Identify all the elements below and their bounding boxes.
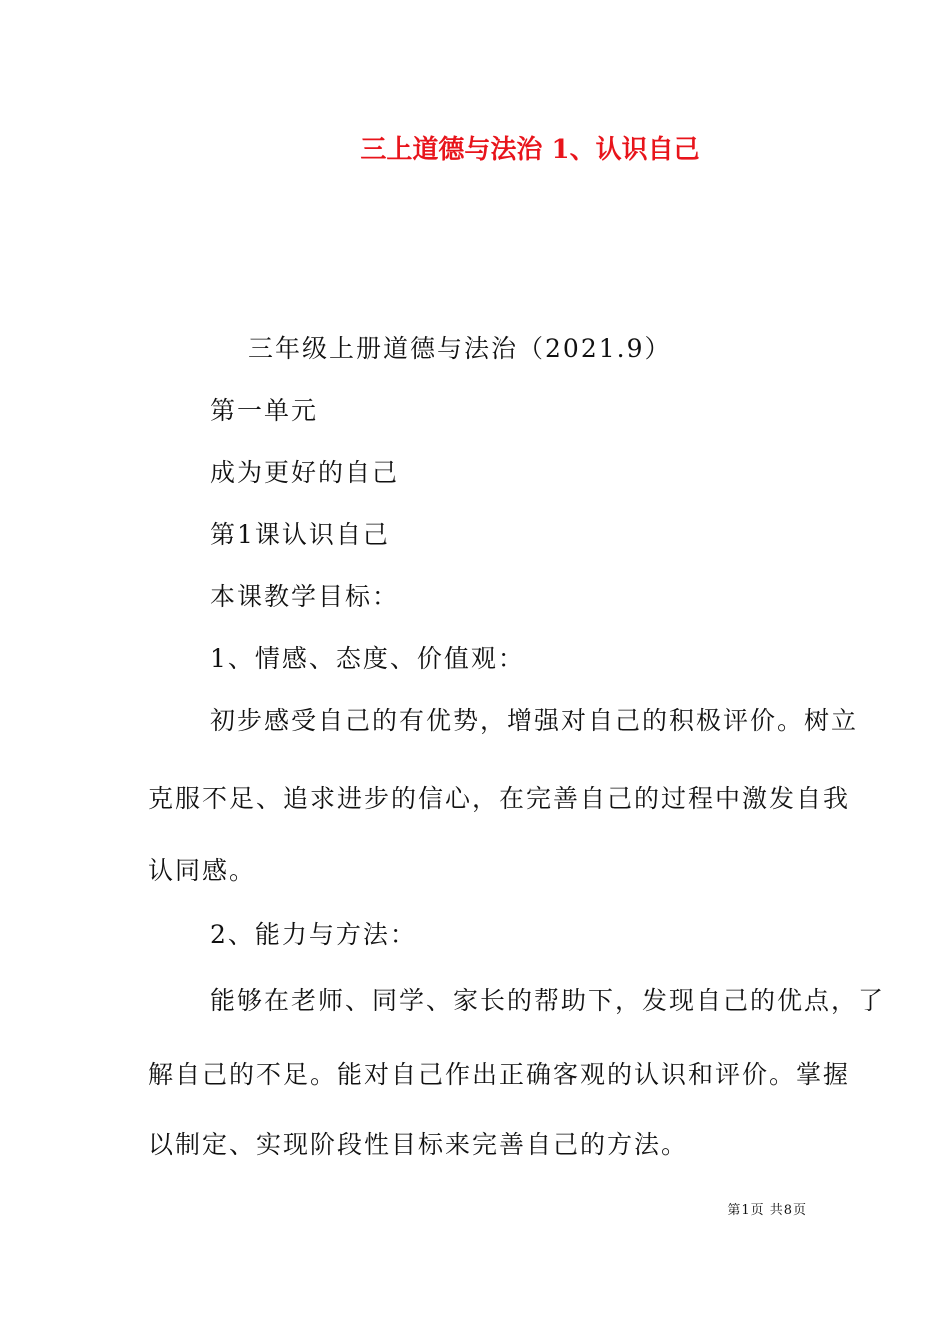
objective-2-heading: 2、能力与方法： bbox=[210, 920, 417, 949]
page-footer: 第1页 共8页 bbox=[727, 1203, 807, 1218]
grade-heading: 三年级上册道德与法治（2021.9） bbox=[248, 334, 672, 363]
lesson-title: 第1课认识自己 bbox=[210, 520, 390, 549]
paragraph-line: 克服不足、追求进步的信心，在完善自己的过程中激发自我 bbox=[148, 784, 851, 813]
paragraph-line: 能够在老师、同学、家长的帮助下，发现自己的优点，了 bbox=[210, 986, 886, 1015]
unit-heading: 第一单元 bbox=[210, 396, 319, 425]
paragraph-line: 认同感。 bbox=[148, 856, 257, 885]
objectives-heading: 本课教学目标： bbox=[210, 582, 400, 611]
paragraph-line: 初步感受自己的有优势，增强对自己的积极评价。树立 bbox=[210, 706, 859, 735]
unit-title: 成为更好的自己 bbox=[210, 458, 400, 487]
paragraph-line: 解自己的不足。能对自己作出正确客观的认识和评价。掌握 bbox=[148, 1060, 851, 1089]
objective-1-heading: 1、情感、态度、价值观： bbox=[210, 644, 525, 673]
paragraph-line: 以制定、实现阶段性目标来完善自己的方法。 bbox=[148, 1130, 689, 1159]
document-title: 三上道德与法治 1、认识自己 bbox=[360, 135, 700, 165]
